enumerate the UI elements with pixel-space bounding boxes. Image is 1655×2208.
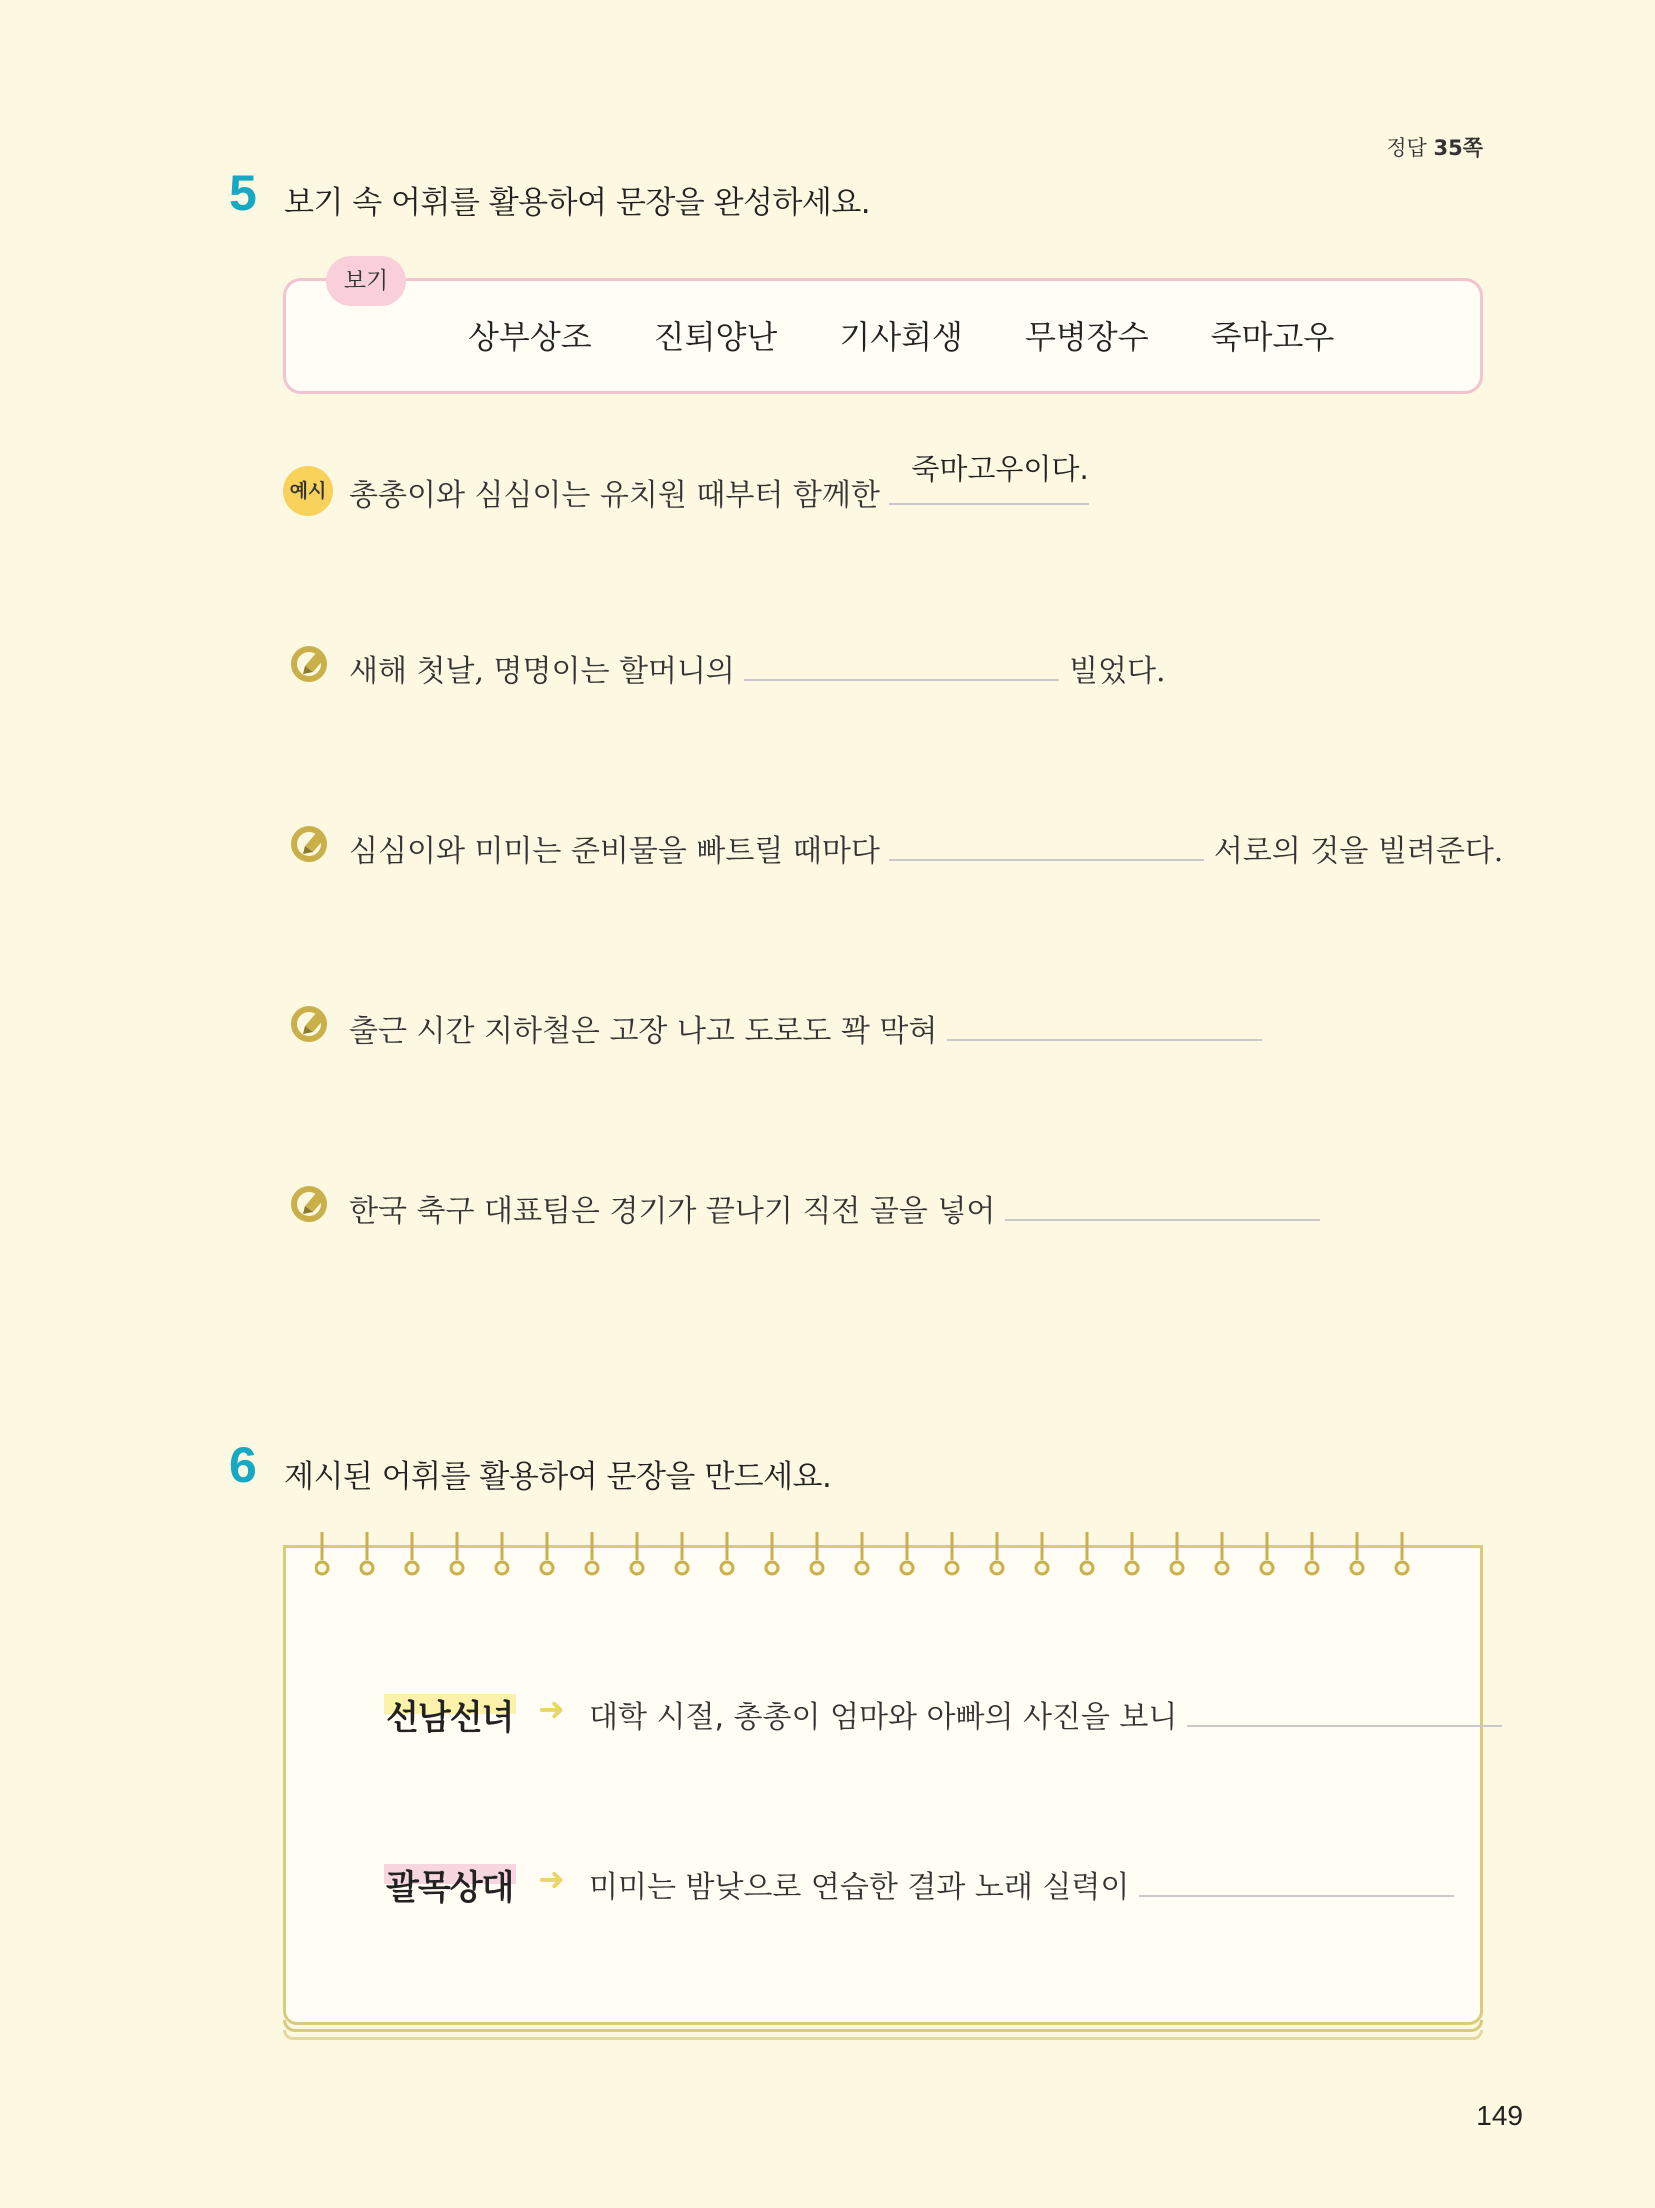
pencil-check-icon [291, 1184, 331, 1228]
exercise-3-text: 출근 시간 지하철은 고장 나고 도로도 꽉 막혀 [349, 1014, 938, 1049]
exercise-1-text-after: 빌었다. [1069, 654, 1166, 689]
example-answer-blank [889, 452, 1089, 505]
example-sentence [349, 452, 1089, 514]
question-title-6: 제시된 어휘를 활용하여 문장을 만드세요. [284, 1459, 832, 1495]
pencil-check-icon [291, 1004, 331, 1048]
word-bank-item: 기사회생 [839, 318, 963, 356]
word-bank-item: 상부상조 [468, 318, 592, 356]
example-answer: 죽마고우이다. [911, 452, 1089, 486]
exercise-4-text: 한국 축구 대표팀은 경기가 끝나기 직전 골을 넣어 [349, 1194, 996, 1229]
answer-blank-4[interactable] [1005, 1199, 1320, 1221]
answer-ref-page: 35쪽 [1433, 136, 1483, 160]
pencil-check-icon [291, 824, 331, 868]
exercise-1-text: 새해 첫날, 명명이는 할머니의 [349, 654, 735, 689]
exercise-item-4 [349, 1186, 1320, 1230]
exercise-2-text-after: 서로의 것을 빌려준다. [1213, 834, 1504, 869]
answer-blank-1[interactable] [744, 659, 1059, 681]
exercise-item-3 [349, 1006, 1262, 1050]
notebook-item-1-text: 대학 시절, 총총이 엄마와 아빠의 사진을 보니 [589, 1700, 1178, 1735]
word-bank-label: 보기 [326, 256, 406, 306]
answer-reference [1386, 132, 1483, 162]
term-1: 선남선녀 [386, 1698, 514, 1738]
question-number-6: 6 [229, 1437, 257, 1493]
question-title-5: 보기 속 어휘를 활용하여 문장을 완성하세요. [284, 185, 871, 221]
spiral-binding [315, 1530, 1455, 1580]
word-bank-list [283, 312, 1483, 358]
notebook-item-2 [589, 1862, 1454, 1906]
example-text: 총총이와 심심이는 유치원 때부터 함께한 [349, 478, 880, 513]
arrow-right-icon: ➜ [538, 1690, 565, 1728]
exercise-item-1 [349, 646, 1165, 690]
example-badge-tail [316, 504, 330, 514]
notebook-item-1 [589, 1692, 1502, 1736]
notebook-blank-2[interactable] [1139, 1875, 1454, 1897]
question-number-5: 5 [229, 165, 257, 221]
notebook-card [283, 1545, 1483, 2025]
answer-blank-3[interactable] [947, 1019, 1262, 1041]
arrow-right-icon: ➜ [538, 1860, 565, 1898]
pencil-check-icon [291, 644, 331, 688]
notebook-blank-1[interactable] [1187, 1705, 1502, 1727]
spiral-ring-icon [315, 1530, 1455, 1580]
notebook-item-2-text: 미미는 밤낮으로 연습한 결과 노래 실력이 [589, 1870, 1130, 1905]
page-number: 149 [1476, 2100, 1523, 2131]
word-bank-item: 진퇴양난 [653, 318, 778, 356]
term-2: 괄목상대 [386, 1868, 514, 1908]
example-badge: 예시 [283, 466, 333, 516]
word-bank-item: 죽마고우 [1210, 318, 1335, 356]
exercise-2-text: 심심이와 미미는 준비물을 빠트릴 때마다 [349, 834, 880, 869]
exercise-item-2 [349, 826, 1503, 870]
answer-blank-2[interactable] [889, 839, 1204, 861]
word-bank-item: 무병장수 [1024, 318, 1149, 356]
answer-ref-label: 정답 [1386, 136, 1427, 160]
